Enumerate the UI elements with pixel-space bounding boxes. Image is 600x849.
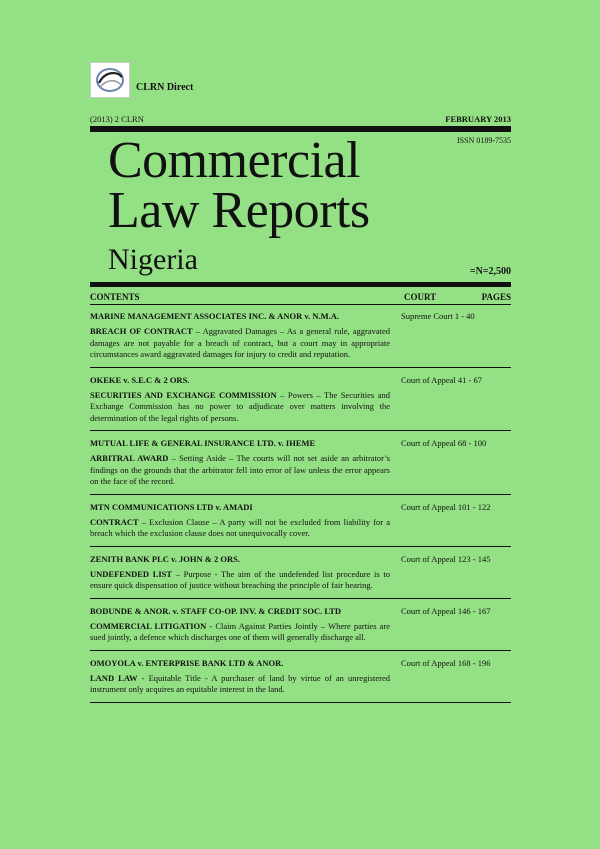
- summary-text: – Aggravated Damages – As a general rule, aggravated damages are not payable for a breach of contract, but a court may in appropriate circumstances award aggravated damages for injury to credit and reputation.: [90, 326, 390, 359]
- citation: (2013) 2 CLRN: [90, 114, 144, 124]
- case-summary: [90, 621, 390, 644]
- case-summary: [90, 453, 390, 488]
- case-summary: [90, 517, 390, 540]
- contents-entry: [90, 309, 511, 368]
- court-pages: Court of Appeal 168 - 196: [401, 657, 491, 668]
- summary-keyword: SECURITIES AND EXCHANGE COMMISSION: [90, 389, 277, 400]
- issue-row: [90, 114, 511, 124]
- court-pages: Supreme Court 1 - 40: [401, 311, 475, 321]
- court-pages: Court of Appeal 101 - 122: [401, 501, 491, 512]
- title-line-1: Commercial: [108, 132, 361, 189]
- summary-text: – Powers – The Securities and Exchange Commission has no power to adjudicate over matters involving the determination of the legal rights of persons.: [90, 389, 390, 423]
- summary-text: - Equitable Title - A purchaser of land by virtue of an unregistered instrument only acquires an equitable interest in the land.: [90, 672, 390, 694]
- issue-date: FEBRUARY 2013: [445, 114, 511, 124]
- price: =N=2,500: [469, 266, 511, 277]
- summary-text: - Claim Against Parties Jointly – Where parties are sued jointly, a defence which discharges one of them will generally discharge all.: [90, 620, 390, 642]
- summary-text: – Exclusion Clause – A party will not be excluded from liability for a breach which the exclusion clause does not unequivocally cover.: [90, 516, 390, 538]
- contents-label: CONTENTS: [90, 292, 140, 302]
- contents-entry: [90, 436, 511, 495]
- case-name: MARINE MANAGEMENT ASSOCIATES INC. & ANOR v. N.M.A.: [90, 311, 340, 321]
- court-pages: Court of Appeal 68 - 100: [401, 438, 487, 448]
- case-name: MTN COMMUNICATIONS LTD v. AMADI: [90, 501, 253, 512]
- issn: ISSN 0189-7535: [456, 136, 511, 145]
- journal-title: [108, 132, 370, 239]
- summary-keyword: UNDEFENDED LIST: [90, 568, 173, 579]
- contents-entry: [90, 656, 511, 703]
- case-summary: [90, 673, 390, 696]
- contents-header: [90, 292, 511, 305]
- summary-text: – Purpose - The aim of the undefended list procedure is to ensure quick dispensation of justice without breaching the principle of fair hearing.: [90, 568, 390, 590]
- case-name: BODUNDE & ANOR. v. STAFF CO-OP. INV. & CREDIT SOC. LTD: [90, 605, 342, 616]
- contents-entry: [90, 373, 511, 432]
- case-name: MUTUAL LIFE & GENERAL INSURANCE LTD. v. IHEME: [90, 438, 316, 448]
- brand-name: CLRN Direct: [136, 82, 194, 93]
- contents-entry: [90, 552, 511, 599]
- summary-keyword: CONTRACT: [90, 516, 139, 527]
- court-pages: Court of Appeal 146 - 167: [401, 605, 491, 616]
- court-label: COURT: [404, 292, 437, 302]
- summary-text: – Setting Aside – The courts will not set aside an arbitrator’s findings on the grounds that the arbitrator fell into error of law unless the error appears on the face of the record.: [90, 453, 390, 486]
- contents-entry: [90, 604, 511, 651]
- summary-keyword: COMMERCIAL LITIGATION: [90, 620, 207, 631]
- court-pages: Court of Appeal 123 - 145: [401, 553, 491, 564]
- title-line-2: Law Reports: [108, 182, 370, 239]
- court-pages: Court of Appeal 41 - 67: [401, 374, 482, 385]
- case-name: ZENITH BANK PLC v. JOHN & 2 ORS.: [90, 553, 240, 564]
- summary-keyword: LAND LAW: [90, 672, 138, 683]
- case-summary: [90, 326, 390, 361]
- contents-list: [90, 309, 511, 708]
- summary-keyword: ARBITRAL AWARD: [90, 453, 169, 463]
- contents-entry: [90, 500, 511, 547]
- summary-keyword: BREACH OF CONTRACT: [90, 326, 193, 336]
- journal-subtitle: Nigeria: [108, 243, 198, 276]
- pages-label: PAGES: [481, 292, 511, 302]
- case-summary: [90, 390, 390, 425]
- case-name: OKEKE v. S.E.C & 2 ORS.: [90, 374, 190, 385]
- case-name: OMOYOLA v. ENTERPRISE BANK LTD & ANOR.: [90, 657, 284, 668]
- clrn-logo: [90, 62, 130, 98]
- case-summary: [90, 569, 390, 592]
- middle-rule: [90, 282, 511, 287]
